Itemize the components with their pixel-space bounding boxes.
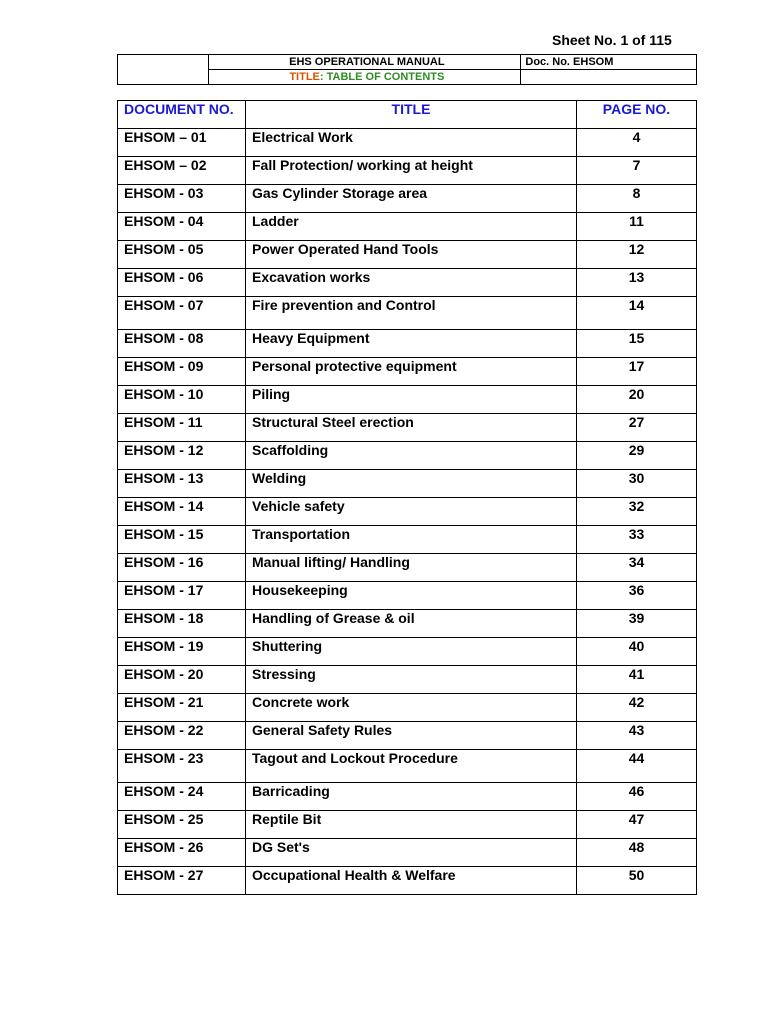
table-row xyxy=(118,330,697,358)
table-row xyxy=(118,470,697,498)
page-number-cell: 44 xyxy=(577,750,697,783)
document-title-cell: General Safety Rules xyxy=(246,722,577,750)
document-number-cell: EHSOM - 22 xyxy=(118,722,246,750)
table-row xyxy=(118,783,697,811)
document-number-cell: EHSOM - 14 xyxy=(118,498,246,526)
table-row xyxy=(118,414,697,442)
table-row xyxy=(118,185,697,213)
table-row xyxy=(118,554,697,582)
document-title-cell: Electrical Work xyxy=(246,129,577,157)
document-number-cell: EHSOM - 23 xyxy=(118,750,246,783)
document-number-cell: EHSOM - 18 xyxy=(118,610,246,638)
page-number-cell: 48 xyxy=(577,839,697,867)
sheet-number: Sheet No. 1 of 115 xyxy=(552,32,672,48)
document-number-cell: EHSOM – 01 xyxy=(118,129,246,157)
document-title-cell: Scaffolding xyxy=(246,442,577,470)
document-number-cell: EHSOM – 02 xyxy=(118,157,246,185)
table-row xyxy=(118,157,697,185)
document-number-cell: EHSOM - 20 xyxy=(118,666,246,694)
page-number-cell: 39 xyxy=(577,610,697,638)
table-row xyxy=(118,610,697,638)
column-header-document-no: DOCUMENT NO. xyxy=(118,101,246,129)
page-number-cell: 50 xyxy=(577,867,697,895)
document-title-cell: Excavation works xyxy=(246,269,577,297)
document-number-cell: EHSOM - 04 xyxy=(118,213,246,241)
table-row xyxy=(118,638,697,666)
table-row xyxy=(118,498,697,526)
page-number-cell: 29 xyxy=(577,442,697,470)
document-title-cell: Barricading xyxy=(246,783,577,811)
page-number-cell: 11 xyxy=(577,213,697,241)
toc-header-row xyxy=(118,101,697,129)
document-title-cell: Fall Protection/ working at height xyxy=(246,157,577,185)
page-number-cell: 12 xyxy=(577,241,697,269)
document-number-cell: EHSOM - 09 xyxy=(118,358,246,386)
document-title-cell: Tagout and Lockout Procedure xyxy=(246,750,577,783)
page-number-cell: 33 xyxy=(577,526,697,554)
document-title-cell: Shuttering xyxy=(246,638,577,666)
table-row xyxy=(118,442,697,470)
page-number-cell: 17 xyxy=(577,358,697,386)
document-title-cell: Manual lifting/ Handling xyxy=(246,554,577,582)
document-number-cell: EHSOM - 08 xyxy=(118,330,246,358)
document-title-cell: Heavy Equipment xyxy=(246,330,577,358)
document-number-cell: EHSOM - 05 xyxy=(118,241,246,269)
document-number-cell: EHSOM - 07 xyxy=(118,297,246,330)
document-number-cell: EHSOM - 19 xyxy=(118,638,246,666)
document-number-cell: EHSOM - 27 xyxy=(118,867,246,895)
page-number-cell: 13 xyxy=(577,269,697,297)
table-row xyxy=(118,213,697,241)
table-row xyxy=(118,269,697,297)
document-title-cell: Ladder xyxy=(246,213,577,241)
document-number-cell: EHSOM - 16 xyxy=(118,554,246,582)
title-label: TITLE xyxy=(289,71,320,83)
page-number-cell: 27 xyxy=(577,414,697,442)
table-row xyxy=(118,694,697,722)
page-number-cell: 41 xyxy=(577,666,697,694)
document-title-cell: Welding xyxy=(246,470,577,498)
document-title-cell: Reptile Bit xyxy=(246,811,577,839)
table-row xyxy=(118,241,697,269)
document-title-cell: Power Operated Hand Tools xyxy=(246,241,577,269)
table-of-contents xyxy=(117,100,697,895)
document-number-cell: EHSOM - 15 xyxy=(118,526,246,554)
page-number-cell: 7 xyxy=(577,157,697,185)
table-row xyxy=(118,811,697,839)
manual-name: EHS OPERATIONAL MANUAL xyxy=(209,55,521,70)
document-number-cell: EHSOM - 17 xyxy=(118,582,246,610)
document-title-cell: Fire prevention and Control xyxy=(246,297,577,330)
header-blank-cell xyxy=(118,55,209,85)
table-row xyxy=(118,839,697,867)
title-separator: : xyxy=(319,71,327,83)
page-number-cell: 15 xyxy=(577,330,697,358)
document-title-cell: Occupational Health & Welfare xyxy=(246,867,577,895)
header-empty-cell xyxy=(521,70,697,85)
page-number-cell: 47 xyxy=(577,811,697,839)
document-title-cell: Handling of Grease & oil xyxy=(246,610,577,638)
document-number-cell: EHSOM - 06 xyxy=(118,269,246,297)
table-row xyxy=(118,297,697,330)
document-title-cell: Personal protective equipment xyxy=(246,358,577,386)
page-number-cell: 32 xyxy=(577,498,697,526)
table-row xyxy=(118,750,697,783)
document-title-cell: Transportation xyxy=(246,526,577,554)
document-number-cell: EHSOM - 21 xyxy=(118,694,246,722)
document-title-cell: Structural Steel erection xyxy=(246,414,577,442)
page-number-cell: 20 xyxy=(577,386,697,414)
document-number-cell: EHSOM - 24 xyxy=(118,783,246,811)
page-number-cell: 34 xyxy=(577,554,697,582)
page-number-cell: 40 xyxy=(577,638,697,666)
column-header-page-no: PAGE NO. xyxy=(577,101,697,129)
page-number-cell: 30 xyxy=(577,470,697,498)
column-header-title: TITLE xyxy=(246,101,577,129)
page-number-cell: 8 xyxy=(577,185,697,213)
page-number-cell: 36 xyxy=(577,582,697,610)
document-number-cell: EHSOM - 12 xyxy=(118,442,246,470)
document-title-cell: Vehicle safety xyxy=(246,498,577,526)
page-number-cell: 4 xyxy=(577,129,697,157)
doc-number: Doc. No. EHSOM xyxy=(521,55,697,70)
table-row xyxy=(118,867,697,895)
document-title-cell: DG Set's xyxy=(246,839,577,867)
document-number-cell: EHSOM - 10 xyxy=(118,386,246,414)
document-number-cell: EHSOM - 03 xyxy=(118,185,246,213)
page-number-cell: 42 xyxy=(577,694,697,722)
table-row xyxy=(118,526,697,554)
document-title-cell: Stressing xyxy=(246,666,577,694)
page-number-cell: 14 xyxy=(577,297,697,330)
document-title-cell: Concrete work xyxy=(246,694,577,722)
table-row xyxy=(118,582,697,610)
document-number-cell: EHSOM - 26 xyxy=(118,839,246,867)
document-number-cell: EHSOM - 11 xyxy=(118,414,246,442)
page-number-cell: 43 xyxy=(577,722,697,750)
document-number-cell: EHSOM - 25 xyxy=(118,811,246,839)
table-row xyxy=(118,129,697,157)
page-number-cell: 46 xyxy=(577,783,697,811)
document-title xyxy=(209,70,521,85)
table-row xyxy=(118,722,697,750)
document-title-cell: Housekeeping xyxy=(246,582,577,610)
title-value: TABLE OF CONTENTS xyxy=(326,71,445,83)
document-title-cell: Gas Cylinder Storage area xyxy=(246,185,577,213)
table-row xyxy=(118,386,697,414)
document-number-cell: EHSOM - 13 xyxy=(118,470,246,498)
document-header-table xyxy=(117,54,697,85)
table-row xyxy=(118,666,697,694)
document-title-cell: Piling xyxy=(246,386,577,414)
table-row xyxy=(118,358,697,386)
